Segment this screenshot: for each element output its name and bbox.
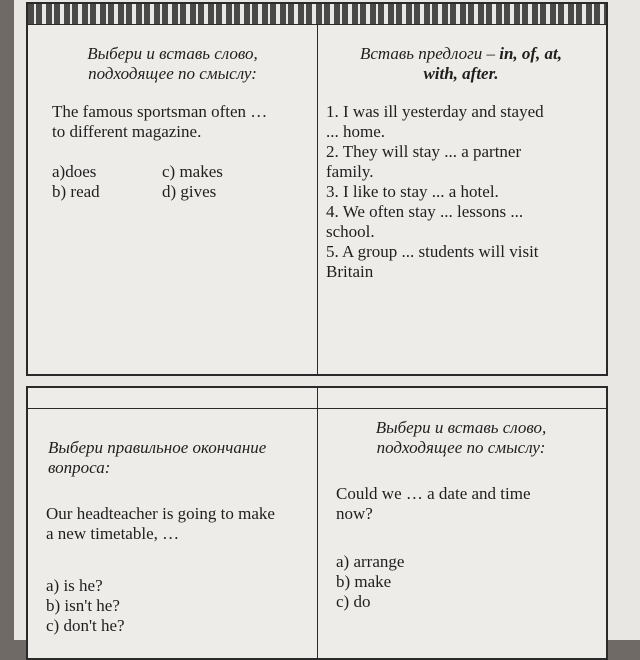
card2-right-question-line2: now? [336,504,373,523]
list-item: school. [326,222,375,241]
list-item: Britain [326,262,374,281]
card1-option-d: d) gives [162,182,217,201]
list-item: family. [326,162,374,181]
card1-preposition-items [326,102,598,282]
card1-question-line1: The famous sportsman often … [52,102,268,121]
card2-option-b: b) isn't he? [46,596,120,615]
card2-question-line1: Our headteacher is going to make [46,504,275,523]
card2-question-line2: a new timetable, … [46,524,180,543]
card2-left-cell [28,408,317,658]
card1-option-c: c) makes [162,162,223,181]
card1-right-cell [318,24,604,372]
card2-right-cell [318,408,604,658]
card1-right-instruction-bold1: in, of, at, [499,44,563,63]
list-item: 3. I like to stay ... a hotel. [326,182,499,201]
card2-left-instruction-line2: вопроса: [48,458,111,477]
card1-left-instruction-line1: Выбери и вставь слово, [87,44,258,63]
card1-option-a: a)does [52,162,97,181]
list-item: 4. We often stay ... lessons ... [326,202,524,221]
card2-option-a: a) is he? [46,576,103,595]
worksheet-page [14,0,640,640]
exercise-card-2 [26,386,608,660]
list-item: 1. I was ill yesterday and stayed [326,102,544,121]
card2-right-instruction-line2: подходящее по смыслу: [376,438,546,457]
card2-right-option-b: b) make [336,572,392,591]
decorative-border [28,4,606,24]
card1-option-b: b) read [52,182,100,201]
card2-right-question-line1: Could we … a date and time [336,484,531,503]
list-item: 2. They will stay ... a partner [326,142,522,161]
card2-option-c: c) don't he? [46,616,125,635]
card1-question-line2: to different magazine. [52,122,202,141]
card1-right-instruction-bold2: with, after. [423,64,499,83]
card1-left-instruction-line2: подходящее по смыслу: [88,64,257,83]
card2-right-option-a: a) arrange [336,552,405,571]
card1-right-instruction-prefix: Вставь предлоги – [359,44,500,63]
card2-right-option-c: c) do [336,592,371,611]
card2-left-instruction-line1: Выбери правильное окончание [48,438,267,457]
exercise-card-1 [26,2,608,376]
card2-right-instruction-line1: Выбери и вставь слово, [375,418,547,437]
list-item: ... home. [326,122,386,141]
list-item: 5. A group ... students will visit [326,242,539,261]
card1-left-cell [28,24,317,372]
